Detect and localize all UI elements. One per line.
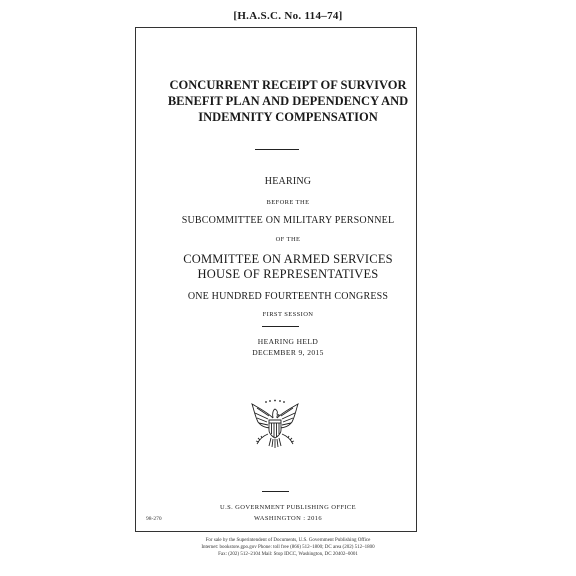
document-number: 98-270 [146,516,162,522]
hearing-label: HEARING [264,176,312,187]
committee-name: COMMITTEE ON ARMED SERVICES [183,252,393,266]
before-the-label: BEFORE THE [266,199,310,206]
chamber-name: HOUSE OF REPRESENTATIVES [197,267,379,281]
title-line-1: CONCURRENT RECEIPT OF SURVIVOR [169,78,407,92]
title-line-2: BENEFIT PLAN AND DEPENDENCY AND [167,94,409,108]
publisher-office: U.S. GOVERNMENT PUBLISHING OFFICE [219,504,357,511]
congress-label: ONE HUNDRED FOURTEENTH CONGRESS [187,291,389,302]
footer-internet-line: Internet: bookstore.gpo.gov Phone: toll free (866) 512–1800; DC area (202) 512–1800 [201,545,375,550]
hearing-date: DECEMBER 9, 2015 [252,348,324,357]
hearing-held-label: HEARING HELD [257,337,319,346]
footer-fax-line: Fax: (202) 512–2104 Mail: Stop IDCC, Washington, DC 20402–0001 [218,552,358,557]
publisher-place-year: WASHINGTON : 2016 [253,515,323,522]
footer-sales-line: For sale by the Superintendent of Documents, U.S. Government Publishing Office [205,538,371,543]
title-line-3: INDEMNITY COMPENSATION [198,110,378,124]
eagle-seal-icon [249,398,301,450]
publisher-rule [262,491,289,492]
subcommittee-name: SUBCOMMITTEE ON MILITARY PERSONNEL [181,215,395,226]
of-the-label: OF THE [275,236,301,243]
session-label: FIRST SESSION [262,311,314,318]
series-number: [H.A.S.C. No. 114–74] [233,10,343,22]
session-rule [262,326,299,327]
divider-rule [255,149,299,150]
